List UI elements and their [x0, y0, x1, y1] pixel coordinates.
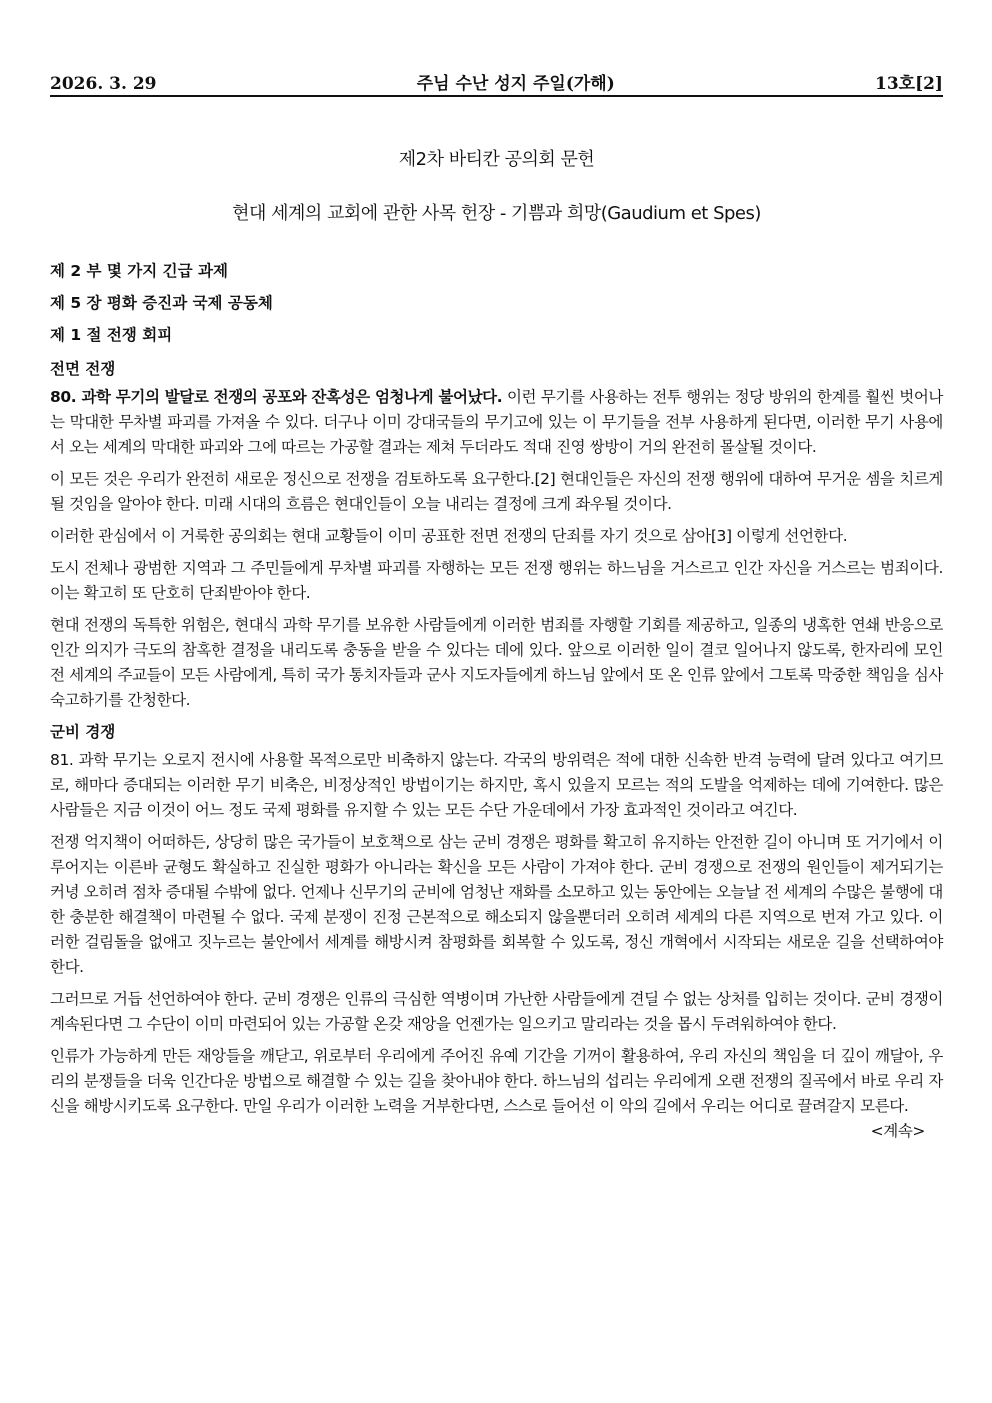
continued-marker: <계속>	[870, 1122, 925, 1140]
section-heading: 제 1 절 전쟁 회피	[50, 326, 173, 344]
subheading-total-war: 전면 전쟁	[50, 360, 116, 378]
part-heading: 제 2 부 몇 가지 긴급 과제	[50, 262, 228, 280]
paragraph-80-text: 이런 무기를 사용하는 전투 행위는 정당 방위의 한계를 훨씬 벗어나는 막대한 무차별 파괴를 가져올 수 있다. 더구나 이미 강대국들의 무기고에 있는 이 무기들을 전부 사용하게 된다면, 이러한 무기 사용에서 오는 세계의 막대한 파괴와 그에 따르는 가공할 결과는 제쳐 두더라도 적대 진영 쌍방이 거의 완전히 몰살될 것이다.	[50, 388, 943, 456]
paragraph-81d-text: 인류가 가능하게 만든 재앙들을 깨닫고, 위로부터 우리에게 주어진 유예 기간을 기꺼이 활용하여, 우리 자신의 책임을 더 깊이 깨달아, 우리의 분쟁들을 더욱 인간다운 방법으로 해결할 수 있는 길을 찾아내야 한다. 하느님의 섭리는 우리에게 오랜 전쟁의 질곡에서 바로 우리 자신을 해방시키도록 요구한다. 만일 우리가 이러한 노력을 거부한다면, 스스로 들어선 이 악의 길에서 우리는 어디로 끌려갈지 모른다.	[50, 1047, 943, 1115]
paragraph-80b: 이 모든 것은 우리가 완전히 새로운 정신으로 전쟁을 검토하도록 요구한다.[2] 현대인들은 자신의 전쟁 행위에 대하여 무거운 셈을 치르게 될 것임을 알아야 한다. 미래 시대의 흐름은 현대인들이 오늘 내리는 결정에 크게 좌우될 것이다.	[50, 470, 943, 513]
document-subtitle: 현대 세계의 교회에 관한 사목 헌장 - 기쁨과 희망(Gaudium et Spes)	[232, 203, 761, 224]
paragraph-80e: 현대 전쟁의 독특한 위험은, 현대식 과학 무기를 보유한 사람들에게 이러한 범죄를 자행할 기회를 제공하고, 일종의 냉혹한 연쇄 반응으로 인간 의지가 극도의 참혹한 결정을 내리도록 충동을 받을 수 있다는 데에 있다. 앞으로 이러한 일이 결코 일어나지 않도록, 한자리에 모인 전 세계의 주교들이 모든 사람에게, 특히 국가 통치자들과 군사 지도자들에게 하느님 앞에서 또 온 인류 앞에서 그토록 막중한 책임을 심사 숙고하기를 간청한다.	[50, 616, 943, 709]
chapter-heading: 제 5 장 평화 증진과 국제 공동체	[50, 294, 273, 312]
paragraph-81c: 그러므로 거듭 선언하여야 한다. 군비 경쟁은 인류의 극심한 역병이며 가난한 사람들에게 견딜 수 없는 상처를 입히는 것이다. 군비 경쟁이 계속된다면 그 수단이 이미 마련되어 있는 가공할 온갖 재앙을 언젠가는 일으키고 말리라는 것을 몹시 두려워하여야 한다.	[50, 990, 943, 1033]
header-issue: 13호[2]	[874, 74, 943, 94]
page-header	[50, 70, 943, 97]
paragraph-80d: 도시 전체나 광범한 지역과 그 주민들에게 무차별 파괴를 자행하는 모든 전쟁 행위는 하느님을 거스르고 인간 자신을 거스르는 범죄이다. 이는 확고히 또 단호히 단죄받아야 한다.	[50, 559, 943, 602]
section-headings	[50, 261, 943, 345]
header-date: 2026. 3. 29	[50, 74, 157, 94]
paragraph-80-lead: 80. 과학 무기의 발달로 전쟁의 공포와 잔혹성은 엄청나게 불어났다.	[50, 388, 503, 406]
paragraph-80c: 이러한 관심에서 이 거룩한 공의회는 현대 교황들이 이미 공표한 전면 전쟁의 단죄를 자기 것으로 삼아[3] 이렇게 선언한다.	[50, 527, 848, 545]
header-occasion: 주님 수난 성지 주일(가해)	[416, 74, 615, 94]
subheading-arms-race: 군비 경쟁	[50, 723, 116, 741]
document-title: 제2차 바티칸 공의회 문헌	[398, 149, 595, 170]
paragraph-81: 81. 과학 무기는 오로지 전시에 사용할 목적으로만 비축하지 않는다. 각국의 방위력은 적에 대한 신속한 반격 능력에 달려 있다고 여기므로, 해마다 증대되는 이러한 무기 비축은, 비정상적인 방법이기는 하지만, 혹시 있을지 모르는 적의 도발을 억제하는 데에 기여한다. 많은 사람들은 지금 이것이 어느 정도 국제 평화를 유지할 수 있는 모든 수단 가운데에서 가장 효과적인 것이라고 여긴다.	[50, 751, 943, 819]
paragraph-80	[50, 385, 943, 460]
paragraph-81b: 전쟁 억지책이 어떠하든, 상당히 많은 국가들이 보호책으로 삼는 군비 경쟁은 평화를 확고히 유지하는 안전한 길이 아니며 또 거기에서 이루어지는 이른바 균형도 확실하고 진실한 평화가 아니라는 확신을 모든 사람이 가져야 한다. 군비 경쟁으로 전쟁의 원인들이 제거되기는커녕 오히려 점차 증대될 수밖에 없다. 언제나 신무기의 군비에 엄청난 재화를 소모하고 있는 동안에는 오늘날 전 세계의 수많은 불행에 대한 충분한 해결책이 마련될 수 없다. 국제 분쟁이 진정 근본적으로 해소되지 않을뿐더러 오히려 세계의 다른 지역으로 번져 가고 있다. 이러한 걸림돌을 없애고 짓누르는 불안에서 세계를 해방시켜 참평화를 회복할 수 있도록, 정신 개혁에서 시작되는 새로운 길을 선택하여야 한다.	[50, 833, 943, 976]
paragraph-81d	[50, 1044, 943, 1140]
document-page	[50, 70, 943, 1144]
